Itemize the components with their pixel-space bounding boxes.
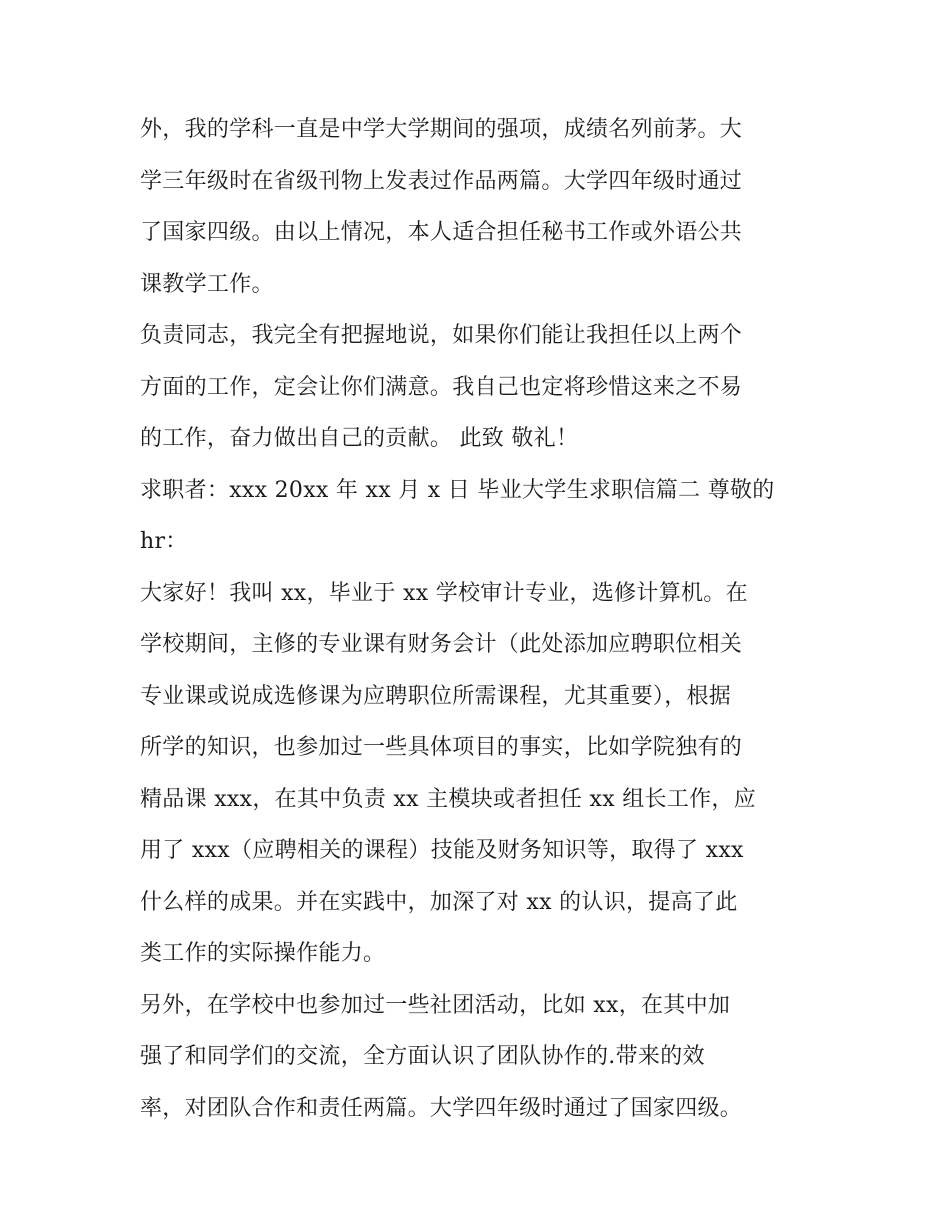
text-line: 求职者：xxx 20xx 年 xx 月 x 日 毕业大学生求职信篇二 尊敬的 — [140, 477, 775, 503]
text-line: 课教学工作。 — [140, 271, 274, 297]
text-line: 精品课 xxx，在其中负责 xx 主模块或者担任 xx 组长工作，应 — [140, 786, 757, 812]
text-line: 所学的知识，也参加过一些具体项目的事实，比如学院独有的 — [140, 735, 743, 760]
text-line: 方面的工作，定会让你们满意。我自己也定将珍惜这来之不易 — [140, 374, 743, 400]
text-line: 强了和同学们的交流，全方面认识了团队协作的.带来的效 — [140, 1044, 705, 1069]
text-line: 学校期间，主修的专业课有财务会计（此处添加应聘职位相关 — [140, 632, 743, 657]
text-line: 的工作，奋力做出自己的贡献。 此致 敬礼！ — [140, 426, 579, 451]
text-line: 率，对团队合作和责任两篇。大学四年级时通过了国家四级。 — [140, 1095, 743, 1121]
text-line: 什么样的成果。并在实践中，加深了对 xx 的认识，提高了此 — [140, 889, 738, 915]
text-line: 专业课或说成选修课为应聘职位所需课程，尤其重要），根据 — [140, 683, 732, 709]
document-body — [140, 104, 830, 1134]
text-line: 用了 xxx（应聘相关的课程）技能及财务知识等，取得了 xxx — [140, 838, 744, 863]
text-line: 学三年级时在省级刊物上发表过作品两篇。大学四年级时通过 — [140, 168, 743, 194]
text-line: 了国家四级。由以上情况，本人适合担任秘书工作或外语公共 — [140, 220, 743, 245]
text-line: 外，我的学科一直是中学大学期间的强项，成绩名列前茅。大 — [140, 117, 743, 142]
text-line: 类工作的实际操作能力。 — [140, 941, 386, 966]
text-line: 负责同志，我完全有把握地说，如果你们能让我担任以上两个 — [140, 323, 743, 348]
text-line: 另外，在学校中也参加过一些社团活动，比如 xx，在其中加 — [140, 992, 731, 1018]
text-line: hr： — [140, 529, 188, 554]
text-line: 大家好！我叫 xx，毕业于 xx 学校审计专业，选修计算机。在 — [140, 580, 748, 606]
